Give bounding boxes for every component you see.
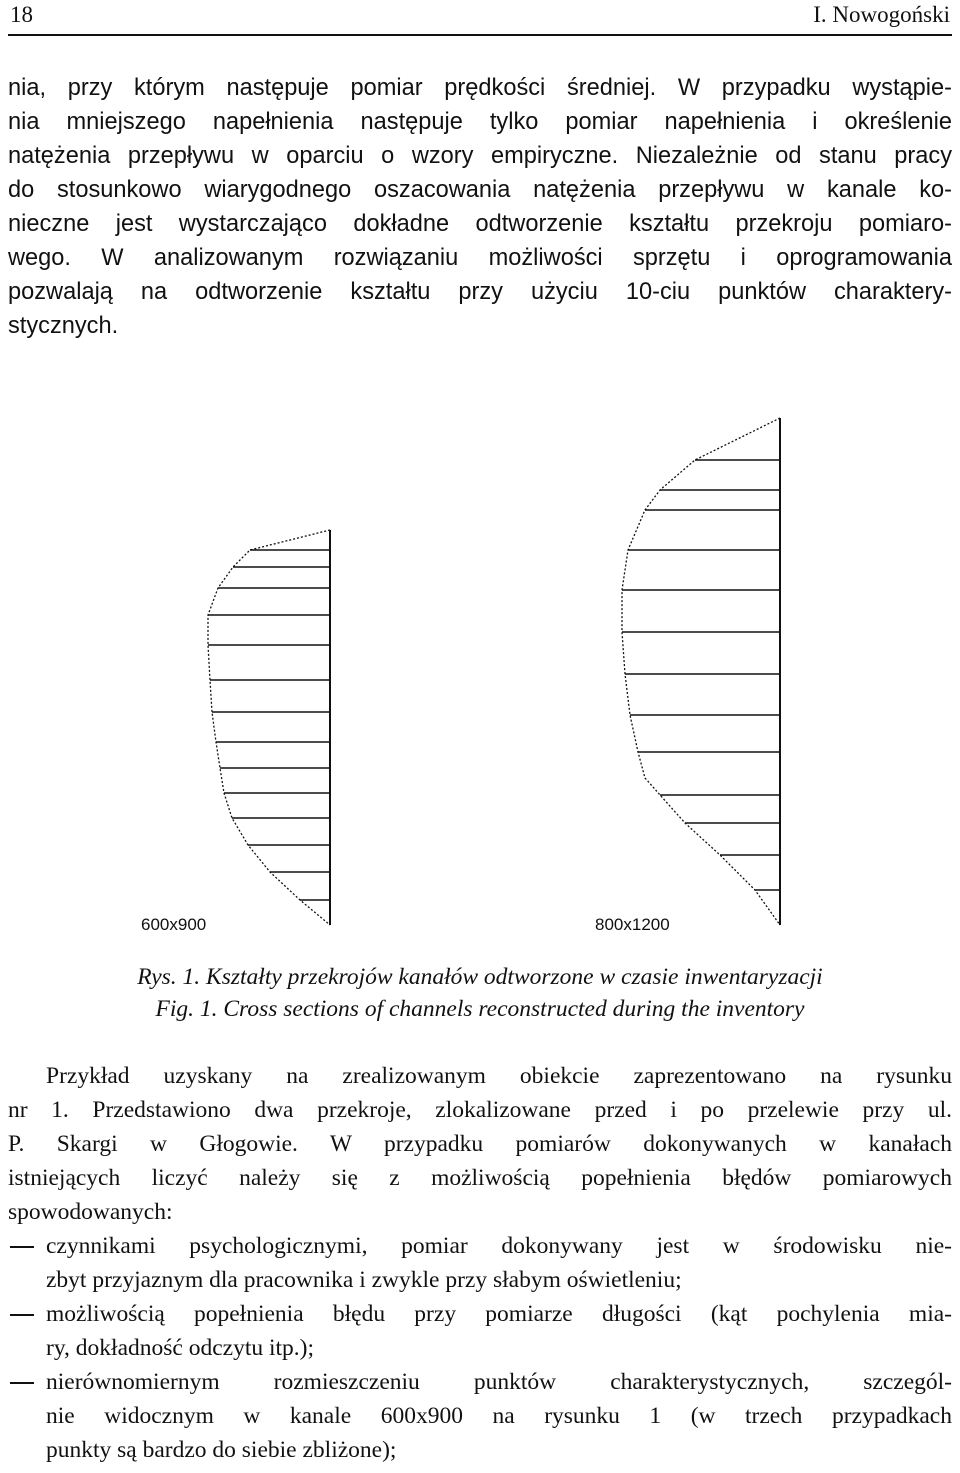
text-line: do stosunkowo wiarygodnego oszacowania natężenia przepływu w kanale ko- [8,177,952,203]
list-item [8,1297,952,1365]
text-line: nierównomiernym rozmieszczeniu punktów charakterystycznych, szczegól- [46,1369,952,1395]
text-line: nie widocznym w kanale 600x900 na rysunku 1 (w trzech przypadkach [46,1403,952,1429]
text-line: punkty są bardzo do siebie zbliżone); [46,1437,397,1463]
caption-polish: Rys. 1. Kształty przekrojów kanałów odtworzone w czasie inwentaryzacji [137,964,823,990]
text-line: natężenia przepływu w oparciu o wzory empiryczne. Niezależnie od stanu pracy [8,143,952,169]
dash-bullet-icon [10,1314,34,1316]
running-head-author: I. Nowogoński [813,2,950,27]
list-item [8,1229,952,1297]
label-800x1200: 800x1200 [595,915,670,934]
text-line: czynnikami psychologicznymi, pomiar dokonywany jest w środowisku nie- [46,1233,952,1259]
text-line: wego. W analizowanym rozwiązaniu możliwości sprzętu i oprogramowania [8,245,952,271]
text-line: istniejących liczyć należy się z możliwością popełnienia błędów pomiarowych [8,1165,952,1191]
label-600x900: 600x900 [141,915,207,934]
page-header [8,0,952,36]
section-outline-dotted [208,530,330,925]
text-line: nieczne jest wystarczająco dokładne odtworzenie kształtu przekroju pomiaro- [8,211,952,237]
text-line: P. Skargi w Głogowie. W przypadku pomiarów dokonywanych w kanałach [8,1131,952,1157]
text-line: ry, dokładność odczytu itp.); [46,1335,315,1361]
text-line: nia mniejszego napełnienia następuje tylko pomiar napełnienia i określenie [8,109,952,135]
list-item [8,1365,952,1467]
section-800x1200 [622,418,780,925]
text-line: możliwością popełnienia błędu przy pomiarze długości (kąt pochylenia mia- [46,1301,952,1327]
text-line: nia, przy którym następuje pomiar prędkości średniej. W przypadku wystąpie- [8,75,952,101]
text-line: zbyt przyjaznym dla pracownika i zwykle przy słabym oświetleniu; [46,1267,682,1293]
caption-english: Fig. 1. Cross sections of channels reconstructed during the inventory [155,996,805,1022]
section-outline-dotted [622,418,780,925]
text-line: nr 1. Przedstawiono dwa przekroje, zlokalizowane przed i po przelewie przy ul. [8,1097,952,1123]
dash-bullet-icon [10,1246,34,1248]
error-causes-list [8,1229,952,1467]
text-line: pozwalają na odtworzenie kształtu przy użyciu 10-ciu punktów charaktery- [8,279,952,305]
text-line: stycznych. [8,313,119,339]
section-600x900 [208,530,330,925]
paragraph-intro [8,71,952,343]
page-number: 18 [10,2,33,27]
paragraph-example [8,1059,952,1229]
cross-sections-drawing [0,400,960,940]
text-line: Przykład uzyskany na zrealizowanym obiekcie zaprezentowano na rysunku [46,1063,952,1089]
figure-cross-sections [0,400,960,940]
dash-bullet-icon [10,1382,34,1384]
text-line: spowodowanych: [8,1199,173,1225]
